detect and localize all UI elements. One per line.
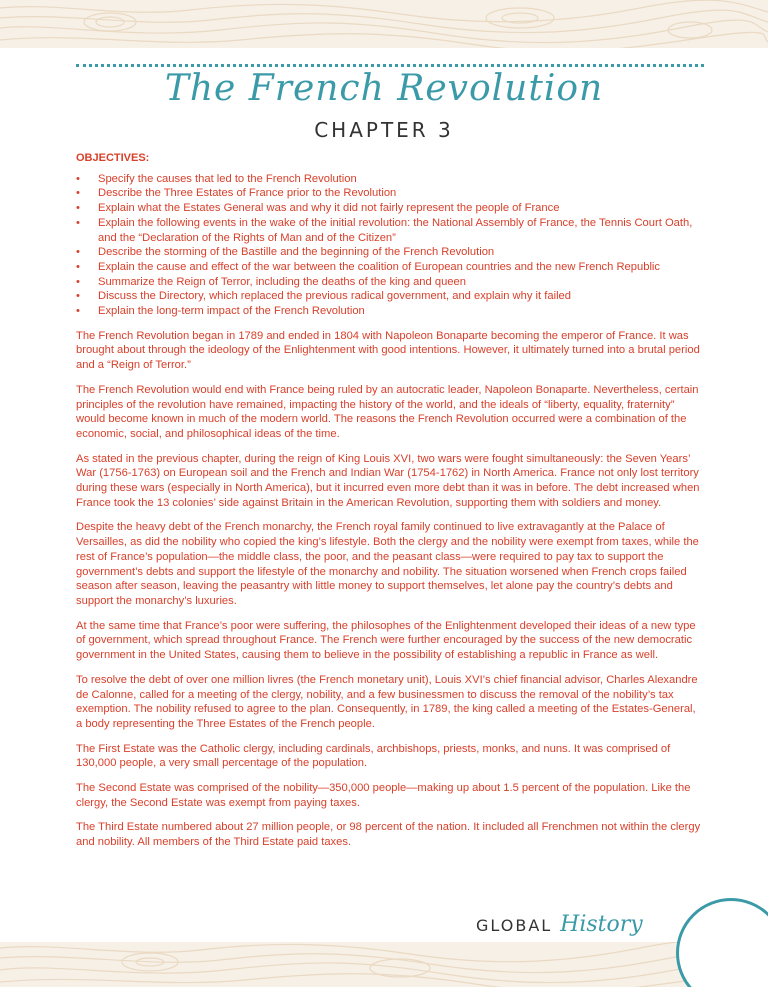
body-paragraph: Despite the heavy debt of the French monarchy, the French royal family continued to live extravagantly at the Palace of Versailles, as did the nobility who copied the king’s lifestyle. Both the clergy and the nobility were exempt from taxes, while the rest of France’s population—the middle class, the poor, and the peasant class—were required to pay tax to support the government’s debts and support the lifestyle of the monarchy and nobility. The situation worsened when French crops failed season after season, leaving the peasantry with little money to support themselves, let alone pay the country’s debts and support the monarchy’s luxuries. <box>76 521 699 607</box>
objective-item: • Specify the causes that led to the French Revolution <box>76 172 704 187</box>
body-paragraph: At the same time that France’s poor were suffering, the philosophes of the Enlightenment developed their ideas of a new type of government, which spread throughout France. The French were further encouraged by the success of the new democratic government in the United States, causing them to believe in the possibility of establishing a republic in France as well. <box>76 619 696 662</box>
main-content <box>76 151 704 860</box>
objective-item: • Explain the cause and effect of the war between the coalition of European countries and the new French Republic <box>76 260 704 275</box>
body-paragraph: The French Revolution began in 1789 and ended in 1804 with Napoleon Bonaparte becoming the emperor of France. It was brought about through the ideology of the Enlightenment with good intentions. However, it ultimately turned into a brutal period and a “Reign of Terror.” <box>76 329 700 372</box>
topographic-pattern-icon <box>0 0 768 48</box>
top-decorative-band <box>0 0 768 48</box>
brand-global-label: GLOBAL <box>476 916 553 935</box>
page-title: The French Revolution <box>164 68 604 109</box>
bottom-decorative-band <box>0 942 768 987</box>
brand-history-label: History <box>560 912 643 937</box>
objective-item: • Explain the long-term impact of the French Revolution <box>76 304 704 319</box>
body-paragraph: As stated in the previous chapter, during the reign of King Louis XVI, two wars were fought simultaneously: the Seven Years’ War (1756-1763) on European soil and the French and Indian War (1754-1762) in North America. France not only lost territory during these wars (especially in North America), but it incurred even more debt than it was in before. The debt increased when France took the 13 colonies’ side against Britain in the American Revolution, supporting them with soldiers and money. <box>76 452 700 509</box>
page-corner-circle <box>676 898 768 987</box>
objective-item: • Describe the storming of the Bastille and the beginning of the French Revolution <box>76 245 704 260</box>
objectives-heading: OBJECTIVES: <box>76 152 150 164</box>
body-paragraph: The Third Estate numbered about 27 million people, or 98 percent of the nation. It included all Frenchmen not within the clergy and nobility. All members of the Third Estate paid taxes. <box>76 821 701 849</box>
footer-brand <box>476 912 643 944</box>
objectives-list <box>76 172 704 319</box>
body-paragraph: The French Revolution would end with France being ruled by an autocratic leader, Napoleon Bonaparte. Nevertheless, certain principles of the revolution have remained, impacting the history of the world, and the ideals of “liberty, equality, fraternity” would become known in much of the modern world. The reasons the French Revolution occurred were a combination of the economic, social, and philosophical ideas of the time. <box>76 383 699 440</box>
objective-item: • Describe the Three Estates of France prior to the Revolution <box>76 186 704 201</box>
body-paragraph: To resolve the debt of over one million livres (the French monetary unit), Louis XVI’s chief financial advisor, Charles Alexandre de Calonne, called for a meeting of the clergy, nobility, and a few businessmen to discuss the removal of the nobility’s tax exemption. The nobility refused to agree to the plan. Consequently, in 1789, the king called a meeting of the Estates-General, a body representing the Three Estates of the French people. <box>76 673 698 730</box>
topographic-pattern-icon <box>0 942 768 987</box>
dotted-divider <box>76 64 704 67</box>
body-paragraph: The First Estate was the Catholic clergy, including cardinals, archbishops, priests, monks, and nuns. It was comprised of 130,000 people, a very small percentage of the population. <box>76 742 671 770</box>
objective-item: • Explain the following events in the wake of the initial revolution: the National Assembly of France, the Tennis Court Oath, and the “Declaration of the Rights of Man and of the Citizen” <box>76 216 704 245</box>
objective-item: • Summarize the Reign of Terror, including the deaths of the king and queen <box>76 275 704 290</box>
chapter-label: CHAPTER 3 <box>314 118 454 142</box>
objective-item: • Explain what the Estates General was and why it did not fairly represent the people of France <box>76 201 704 216</box>
objective-item: • Discuss the Directory, which replaced the previous radical government, and explain why it failed <box>76 289 704 304</box>
body-paragraph: The Second Estate was comprised of the nobility—350,000 people—making up about 1.5 percent of the population. Like the clergy, the Second Estate was exempt from paying taxes. <box>76 782 691 809</box>
